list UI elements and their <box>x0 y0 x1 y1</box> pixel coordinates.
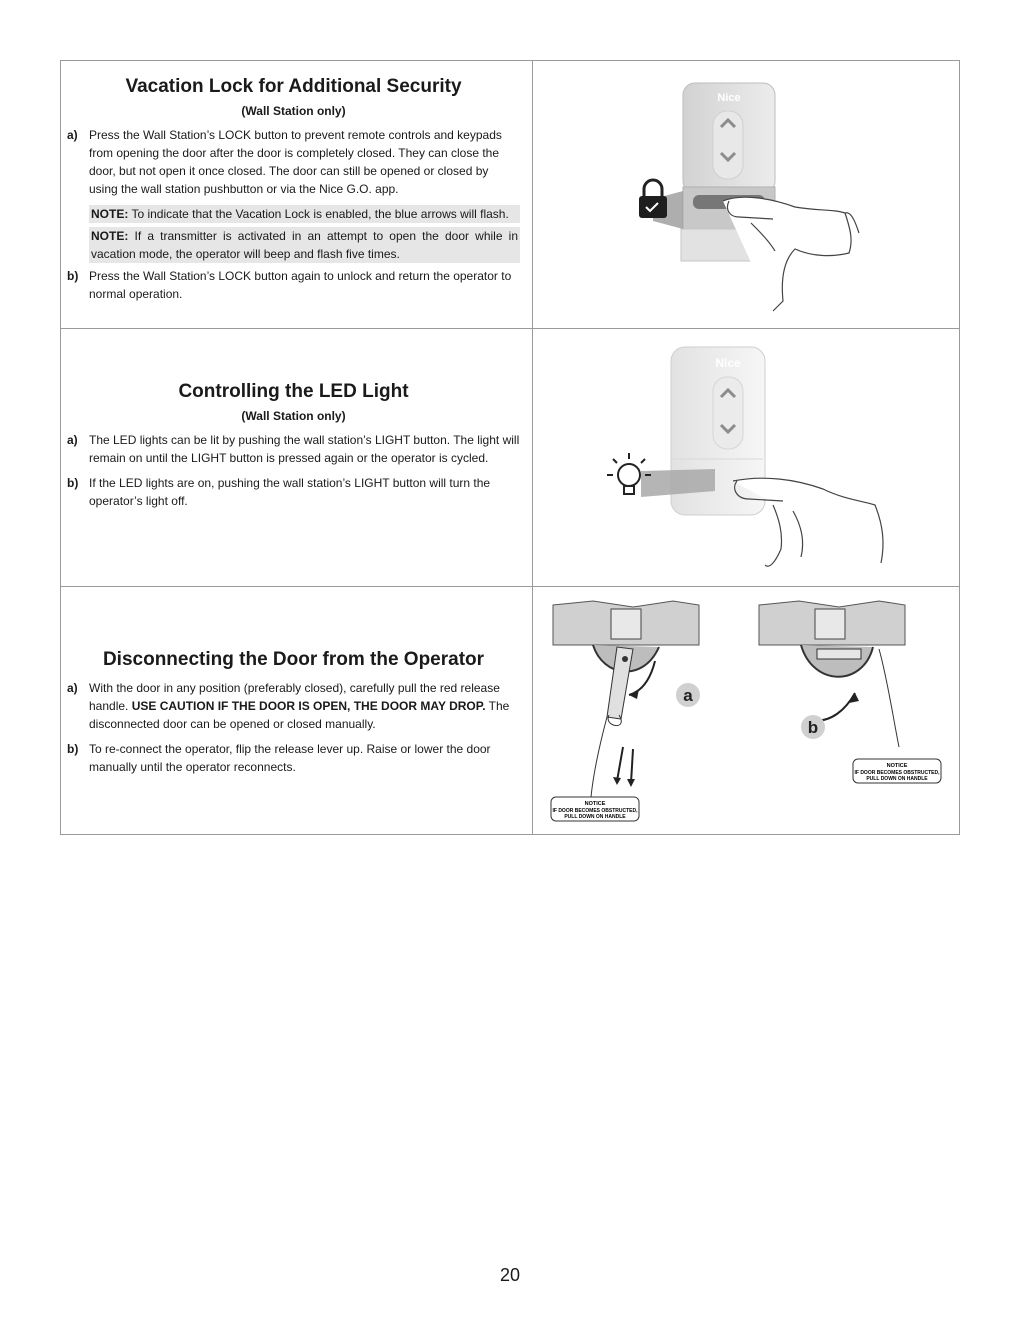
list-item-a <box>67 431 520 467</box>
note-label: NOTE: <box>91 229 129 243</box>
section-title: Disconnecting the Door from the Operator <box>102 649 485 670</box>
item-label: a) <box>67 433 78 447</box>
item-text: The LED lights can be lit by pushing the wall station’s LIGHT button. The light will remain on until the LIGHT button is pressed again or the operator is cycled. <box>89 433 520 465</box>
content-table <box>60 60 960 835</box>
section-title: Controlling the LED Light <box>178 381 409 402</box>
release-handle-figure <box>533 587 959 834</box>
notice-line: PULL DOWN ON HANDLE <box>866 776 928 782</box>
section-text <box>61 329 533 586</box>
item-text: Press the Wall Station’s LOCK button again to unlock and return the operator to normal operation. <box>89 269 512 301</box>
lock-icon <box>639 180 667 218</box>
section-subtitle: (Wall Station only) <box>241 104 346 118</box>
item-text: To re-connect the operator, flip the release lever up. Raise or lower the door manually until the operator reconnects. <box>89 742 491 774</box>
caution-text: USE CAUTION IF THE DOOR IS OPEN, THE DOOR MAY DROP. <box>131 699 486 713</box>
list-item-b <box>67 740 520 776</box>
hand-illustration <box>733 478 883 566</box>
section-disconnect <box>61 586 959 834</box>
list-item-b <box>67 267 520 303</box>
brand-logo: Nice <box>717 92 741 104</box>
section-led-light <box>61 328 959 586</box>
list-item-a <box>67 679 520 733</box>
notice-line: PULL DOWN ON HANDLE <box>564 814 626 820</box>
item-text: Press the Wall Station’s LOCK button to prevent remote controls and keypads from opening the door after the door is completely closed. They can close the door, but not open it once closed. The door can still be opened or closed by using the wall station pushbutton or via the Nice G.O. app. <box>89 128 502 196</box>
note-text: If a transmitter is activated in an attempt to open the door while in vacation mode, the operator will beep and flash five times. <box>91 229 518 261</box>
callout-label-a: a <box>683 686 693 705</box>
item-label: b) <box>67 742 79 756</box>
item-text-part: The disconnected door can be opened or closed manually. <box>89 699 510 731</box>
callout-label-b: b <box>807 718 819 737</box>
notice-title: NOTICE <box>584 801 606 807</box>
notice-line: IF DOOR BECOMES OBSTRUCTED, <box>854 770 940 776</box>
brand-logo: Nice <box>715 356 741 370</box>
section-vacation-lock <box>61 61 959 328</box>
item-label: b) <box>67 476 79 490</box>
note-box <box>89 205 520 223</box>
page-number: 20 <box>499 1265 521 1285</box>
list-item-b <box>67 474 520 510</box>
flip-arrow <box>815 693 855 721</box>
notice-line: IF DOOR BECOMES OBSTRUCTED, <box>552 808 638 814</box>
note-text: To indicate that the Vacation Lock is enabled, the blue arrows will flash. <box>128 207 509 221</box>
item-label: a) <box>67 681 78 695</box>
wall-station-lock-figure <box>533 61 959 328</box>
wall-station-light-figure <box>533 329 959 586</box>
section-text <box>61 587 533 834</box>
trolley-right-illustration <box>759 601 905 747</box>
item-text <box>89 679 520 733</box>
notice-title: NOTICE <box>886 763 908 769</box>
item-label: b) <box>67 269 79 283</box>
item-text: If the LED lights are on, pushing the wall station’s LIGHT button will turn the operator’s light off. <box>89 476 491 508</box>
section-text <box>61 61 533 328</box>
section-subtitle: (Wall Station only) <box>241 409 346 423</box>
section-title: Vacation Lock for Additional Security <box>125 76 462 97</box>
notice-tag-right <box>853 759 941 783</box>
down-arrows <box>613 747 635 787</box>
note-label: NOTE: <box>91 207 129 221</box>
item-label: a) <box>67 128 78 142</box>
notice-tag-left <box>551 797 639 821</box>
list-item-a <box>67 126 520 198</box>
note-box <box>89 227 520 263</box>
item-text-part: With the door in any position (preferably closed), carefully pull the red release handle. <box>89 681 500 713</box>
